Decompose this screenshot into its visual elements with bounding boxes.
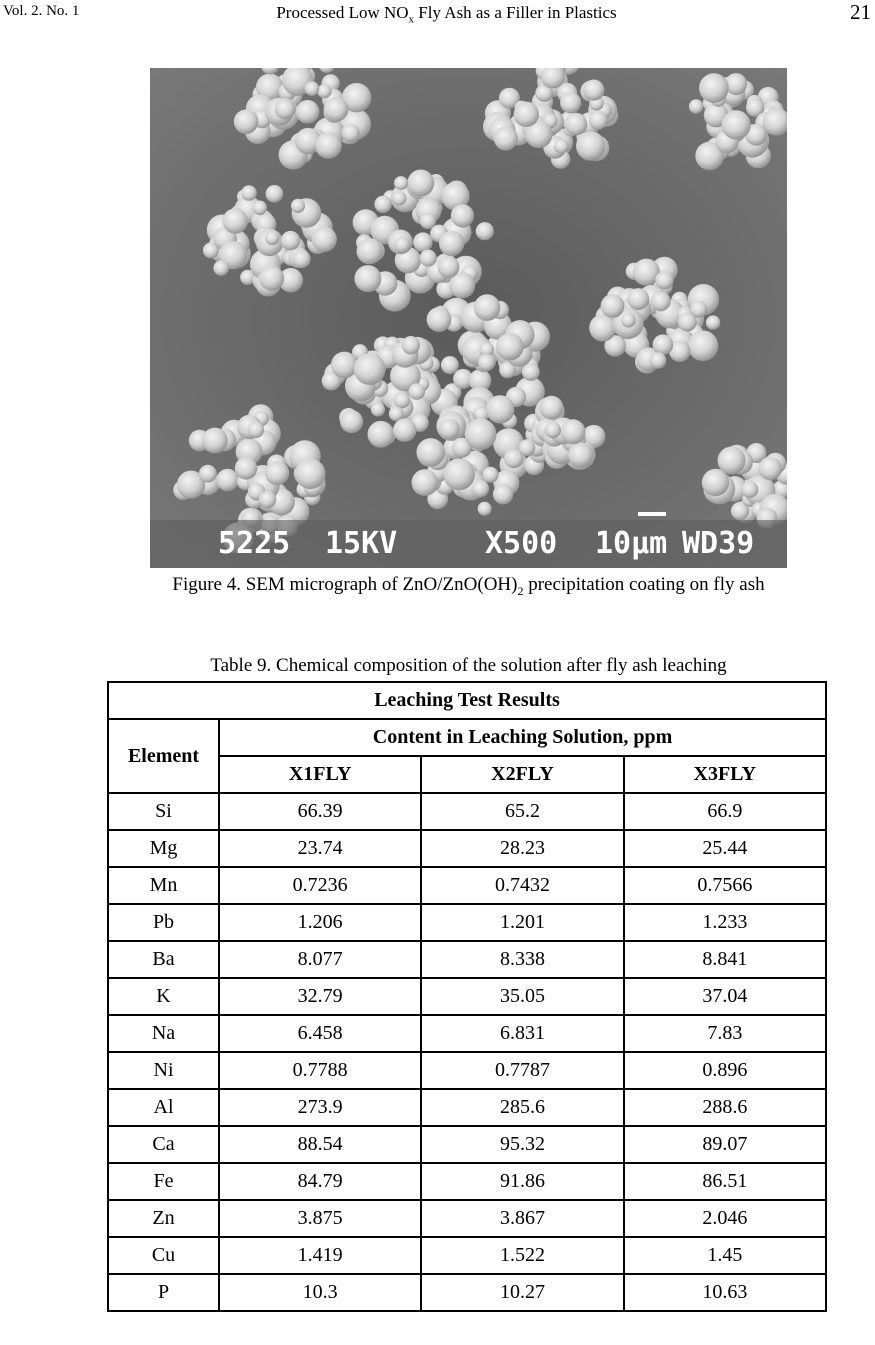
particle (702, 469, 729, 496)
particle (354, 353, 386, 385)
particle (241, 185, 257, 201)
value-cell: 66.39 (219, 793, 421, 830)
particle (266, 185, 284, 203)
element-cell: Mn (108, 867, 219, 904)
particle (627, 288, 649, 310)
particle (722, 110, 751, 139)
element-header: Element (108, 719, 219, 793)
value-cell: 8.841 (624, 941, 826, 978)
sem-micrograph-image (150, 68, 787, 568)
value-cell: 7.83 (624, 1015, 826, 1052)
particle (315, 132, 342, 159)
particle (275, 99, 295, 119)
sem-working-distance: WD39 (682, 526, 755, 561)
table-row (108, 978, 826, 1015)
particle (540, 396, 564, 420)
particle (409, 383, 426, 400)
particle (759, 457, 782, 480)
particle (312, 227, 337, 252)
particle (690, 301, 707, 318)
table-row (108, 1052, 826, 1089)
table-row (108, 793, 826, 830)
particle (213, 260, 229, 276)
table-row (108, 867, 826, 904)
table-row (108, 1163, 826, 1200)
value-cell: 1.45 (624, 1237, 826, 1274)
value-cell: 95.32 (421, 1126, 623, 1163)
column-header-x1fly: X1FLY (219, 756, 421, 793)
value-cell: 6.831 (421, 1015, 623, 1052)
value-cell: 0.7236 (219, 867, 421, 904)
sem-sample-id: 5225 (218, 526, 291, 561)
particle (259, 266, 284, 291)
particle (583, 80, 604, 101)
value-cell: 66.9 (624, 793, 826, 830)
particle (394, 176, 408, 190)
particle (296, 100, 320, 124)
value-cell: 0.7566 (624, 867, 826, 904)
particle (741, 481, 758, 498)
particle (589, 111, 608, 130)
column-header-x2fly: X2FLY (421, 756, 623, 793)
value-cell: 84.79 (219, 1163, 421, 1200)
particle (601, 294, 625, 318)
particle (522, 363, 540, 381)
particle (689, 99, 703, 113)
sem-micrograph (150, 68, 787, 568)
table-row (108, 1200, 826, 1237)
particle (545, 422, 561, 438)
value-cell: 28.23 (421, 830, 623, 867)
particle (688, 331, 719, 362)
particle (368, 421, 395, 448)
particle (402, 336, 420, 354)
particle (496, 333, 524, 361)
particle (374, 196, 391, 213)
table-row (108, 830, 826, 867)
particle (655, 271, 673, 289)
particle (514, 102, 539, 127)
particle (589, 314, 616, 341)
value-cell: 1.522 (421, 1237, 623, 1274)
particle (483, 467, 499, 483)
particle (420, 213, 436, 229)
value-cell: 37.04 (624, 978, 826, 1015)
table-row (108, 904, 826, 941)
particle (235, 457, 258, 480)
particle (317, 84, 331, 98)
value-cell: 10.63 (624, 1274, 826, 1311)
column-header-x3fly: X3FLY (624, 756, 826, 793)
particle (342, 124, 360, 142)
particle (478, 354, 495, 371)
element-cell: Cu (108, 1237, 219, 1274)
particle (519, 439, 536, 456)
table-row (108, 1237, 826, 1274)
table-row (108, 1126, 826, 1163)
element-cell: Fe (108, 1163, 219, 1200)
particle (413, 232, 433, 252)
particle (393, 419, 416, 442)
value-cell: 0.7788 (219, 1052, 421, 1089)
particle (439, 419, 460, 440)
particle (412, 469, 439, 496)
running-title-subscript: x (408, 13, 415, 26)
particle (568, 443, 593, 468)
figure-caption-main: Figure 4. SEM micrograph of ZnO/ZnO(OH) (172, 574, 518, 595)
particle (699, 73, 729, 103)
value-cell: 89.07 (624, 1126, 826, 1163)
particle (621, 313, 636, 328)
value-cell: 23.74 (219, 830, 421, 867)
element-cell: Mg (108, 830, 219, 867)
particle (416, 438, 445, 467)
value-cell: 285.6 (421, 1089, 623, 1126)
table-caption: Table 9. Chemical composition of the solution after fly ash leaching (210, 655, 727, 676)
value-cell: 32.79 (219, 978, 421, 1015)
element-cell: Na (108, 1015, 219, 1052)
particle (292, 250, 310, 268)
element-cell: Al (108, 1089, 219, 1126)
figure-caption (0, 574, 875, 599)
value-cell: 0.7787 (421, 1052, 623, 1089)
particle (357, 238, 383, 264)
particle (561, 419, 586, 444)
page-header (0, 0, 875, 28)
particle (199, 465, 217, 483)
particle (324, 97, 349, 122)
running-title-main: Processed Low NO (276, 3, 409, 22)
value-cell: 10.27 (421, 1274, 623, 1311)
running-title-rest: Fly Ash as a Filler in Plastics (414, 3, 617, 22)
particle (331, 352, 358, 379)
particle (281, 231, 300, 250)
particle (438, 256, 460, 278)
element-cell: Pb (108, 904, 219, 941)
particle (576, 131, 605, 160)
value-cell: 88.54 (219, 1126, 421, 1163)
sem-voltage: 15KV (325, 526, 398, 561)
element-cell: Zn (108, 1200, 219, 1237)
value-cell: 8.077 (219, 941, 421, 978)
particle (565, 113, 588, 136)
particle (234, 109, 259, 134)
value-cell: 288.6 (624, 1089, 826, 1126)
value-cell: 273.9 (219, 1089, 421, 1126)
element-cell: P (108, 1274, 219, 1311)
journal-volume: Vol. 2. No. 1 (3, 3, 80, 19)
particle (223, 208, 248, 233)
particle (371, 402, 385, 416)
value-cell: 1.233 (624, 904, 826, 941)
table-row (108, 1274, 826, 1311)
running-title (0, 3, 875, 25)
particle (407, 170, 434, 197)
particle (493, 484, 513, 504)
particle (443, 458, 475, 490)
particle (265, 231, 279, 245)
value-cell: 3.875 (219, 1200, 421, 1237)
particle (476, 222, 494, 240)
value-cell: 8.338 (421, 941, 623, 978)
particle (295, 459, 325, 489)
value-cell: 10.3 (219, 1274, 421, 1311)
particle (494, 126, 518, 150)
element-cell: Ba (108, 941, 219, 978)
particle (252, 201, 267, 216)
particle (472, 480, 489, 497)
particle (718, 447, 746, 475)
particle (653, 334, 674, 355)
particle (259, 491, 276, 508)
content-group-header: Content in Leaching Solution, ppm (219, 719, 826, 756)
particle (420, 250, 437, 267)
value-cell: 3.867 (421, 1200, 623, 1237)
value-cell: 86.51 (624, 1163, 826, 1200)
particle (474, 294, 501, 321)
particle (202, 428, 228, 454)
sem-scale-label: 10µm (595, 526, 668, 561)
value-cell: 0.7432 (421, 867, 623, 904)
value-cell: 25.44 (624, 830, 826, 867)
sem-magnification: X500 (485, 526, 558, 561)
leaching-results-table (107, 681, 827, 1312)
particle (478, 502, 492, 516)
value-cell: 91.86 (421, 1163, 623, 1200)
particle (706, 315, 720, 329)
table-row (108, 941, 826, 978)
particle (441, 356, 459, 374)
particle (427, 307, 452, 332)
table-title: Leaching Test Results (108, 682, 826, 719)
particle (265, 461, 289, 485)
page-number: 21 (850, 0, 871, 24)
value-cell: 2.046 (624, 1200, 826, 1237)
element-cell: Ca (108, 1126, 219, 1163)
value-cell: 65.2 (421, 793, 623, 830)
element-cell: K (108, 978, 219, 1015)
particle (439, 231, 464, 256)
particle (486, 395, 514, 423)
particle (560, 92, 581, 113)
particle (354, 265, 381, 292)
element-cell: Ni (108, 1052, 219, 1089)
particle (651, 291, 671, 311)
value-cell: 1.201 (421, 904, 623, 941)
particle (291, 199, 305, 213)
particle (340, 410, 363, 433)
value-cell: 35.05 (421, 978, 623, 1015)
particle (394, 392, 410, 408)
particle (650, 352, 667, 369)
figure-caption-subscript: 2 (517, 583, 524, 598)
particle (465, 418, 497, 450)
particle (216, 469, 238, 491)
particle (392, 191, 407, 206)
particle (305, 81, 320, 96)
table-row (108, 1015, 826, 1052)
value-cell: 1.206 (219, 904, 421, 941)
value-cell: 0.896 (624, 1052, 826, 1089)
particle (394, 237, 410, 253)
table-row (108, 1089, 826, 1126)
value-cell: 6.458 (219, 1015, 421, 1052)
element-cell: Si (108, 793, 219, 830)
particle (248, 422, 264, 438)
particle (554, 139, 569, 154)
value-cell: 1.419 (219, 1237, 421, 1274)
particle (451, 204, 474, 227)
sem-scale-bar (638, 512, 666, 516)
figure-caption-rest: precipitation coating on fly ash (523, 574, 765, 595)
particle (725, 73, 747, 95)
